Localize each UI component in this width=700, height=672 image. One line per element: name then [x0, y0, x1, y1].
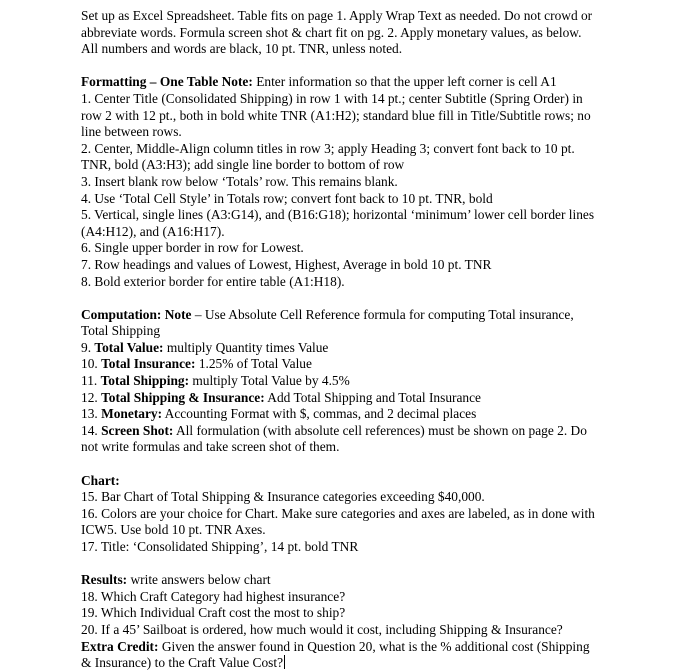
item-label: Total Insurance:	[101, 356, 196, 372]
intro-paragraph	[81, 8, 681, 58]
computation-tail: not write formulas and take screen shot of them.	[81, 439, 340, 455]
results-line: 19. Which Individual Craft cost the most to ship?	[81, 605, 346, 621]
chart-section	[81, 473, 681, 556]
formatting-section	[81, 74, 681, 290]
formatting-heading-line	[81, 74, 681, 91]
item-text: Accounting Format with $, commas, and 2 decimal places	[162, 406, 477, 422]
results-line: 18. Which Craft Category had highest insurance?	[81, 588, 346, 604]
extra-credit-line	[81, 639, 681, 656]
extra-credit-text: Given the answer found in Question 20, what is the % additional cost (Shipping	[158, 638, 590, 654]
item-text: 1.25% of Total Value	[195, 356, 312, 372]
results-line: 20. If a 45’ Sailboat is ordered, how much would it cost, including Shipping & Insurance?	[81, 621, 563, 637]
computation-item	[81, 356, 681, 373]
formatting-line: 1. Center Title (Consolidated Shipping) in row 1 with 14 pt.; center Subtitle (Spring Order) in	[81, 90, 583, 106]
computation-item	[81, 373, 681, 390]
formatting-line: 6. Single upper border in row for Lowest.	[81, 240, 304, 256]
results-heading-line	[81, 572, 681, 589]
chart-line: 16. Colors are your choice for Chart. Make sure categories and axes are labeled, as in done with	[81, 505, 595, 521]
item-label: Screen Shot:	[101, 422, 174, 438]
formatting-line: 7. Row headings and values of Lowest, Highest, Average in bold 10 pt. TNR	[81, 256, 492, 272]
item-text: multiply Total Value by 4.5%	[189, 373, 350, 389]
computation-heading: Computation: Note	[81, 306, 192, 322]
results-heading: Results:	[81, 572, 128, 588]
chart-heading	[81, 473, 681, 490]
document-page	[81, 8, 681, 672]
item-number: 11.	[81, 373, 101, 389]
formatting-line: line between rows.	[81, 124, 182, 140]
item-label: Total Shipping & Insurance:	[101, 389, 265, 405]
item-number: 10.	[81, 356, 102, 372]
computation-item	[81, 406, 681, 423]
intro-line: abbreviate words. Formula screen shot & chart fit on pg. 2. Apply monetary values, as below.	[81, 24, 582, 40]
item-number: 12.	[81, 389, 102, 405]
formatting-line: (A4:H12), and (A16:H17).	[81, 223, 225, 239]
item-text: Add Total Shipping and Total Insurance	[264, 389, 482, 405]
extra-credit-text-2: & Insurance) to the Craft Value Cost?	[81, 655, 284, 671]
formatting-heading: Formatting – One Table Note:	[81, 74, 253, 90]
computation-heading-line-2: Total Shipping	[81, 323, 161, 339]
formatting-heading-text: Enter information so that the upper left corner is cell A1	[252, 74, 557, 90]
chart-line: 17. Title: ‘Consolidated Shipping’, 14 pt. bold TNR	[81, 539, 359, 554]
formatting-line: 5. Vertical, single lines (A3:G14), and (B16:G18); horizontal ‘minimum’ lower cell border lines	[81, 207, 595, 223]
computation-heading-line	[81, 307, 681, 324]
item-label: Total Shipping:	[100, 373, 190, 389]
formatting-line: 3. Insert blank row below ‘Totals’ row. This remains blank.	[81, 173, 398, 189]
results-heading-text: write answers below chart	[127, 572, 271, 588]
item-number: 14.	[81, 422, 102, 438]
extra-credit-line-2[interactable]	[81, 655, 681, 672]
chart-line: 15. Bar Chart of Total Shipping & Insurance categories exceeding $40,000.	[81, 489, 485, 505]
computation-item	[81, 340, 681, 357]
results-section	[81, 572, 681, 672]
item-label: Total Value:	[94, 339, 164, 355]
computation-item	[81, 390, 681, 407]
computation-item	[81, 423, 681, 440]
item-text: All formulation (with absolute cell references) must be shown on page 2. Do	[173, 422, 587, 438]
item-number: 9.	[81, 339, 95, 355]
formatting-line: 8. Bold exterior border for entire table (A1:H18).	[81, 273, 345, 289]
formatting-line: TNR, bold (A3:H3); add single line border to bottom of row	[81, 157, 405, 173]
chart-heading-text: Chart:	[81, 472, 120, 488]
item-text: multiply Quantity times Value	[163, 339, 329, 355]
item-label: Monetary:	[101, 406, 163, 422]
formatting-line: 4. Use ‘Total Cell Style’ in Totals row; convert font back to 10 pt. TNR, bold	[81, 190, 493, 206]
chart-line: ICW5. Use bold 10 pt. TNR Axes.	[81, 522, 266, 538]
formatting-line: 2. Center, Middle-Align column titles in row 3; apply Heading 3; convert font back to 10 pt.	[81, 140, 575, 156]
computation-heading-text: – Use Absolute Cell Reference formula for computing Total insurance,	[191, 306, 574, 322]
extra-credit-heading: Extra Credit:	[81, 638, 159, 654]
intro-line: Set up as Excel Spreadsheet. Table fits on page 1. Apply Wrap Text as needed. Do not crowd or	[81, 8, 593, 23]
item-number: 13.	[81, 406, 102, 422]
formatting-line: row 2 with 12 pt., both in bold white TNR (A1:H2); standard blue fill in Title/Subtitle rows; no	[81, 107, 591, 123]
text-cursor	[284, 655, 285, 669]
computation-section	[81, 307, 681, 456]
intro-line: All numbers and words are black, 10 pt. TNR, unless noted.	[81, 41, 403, 57]
